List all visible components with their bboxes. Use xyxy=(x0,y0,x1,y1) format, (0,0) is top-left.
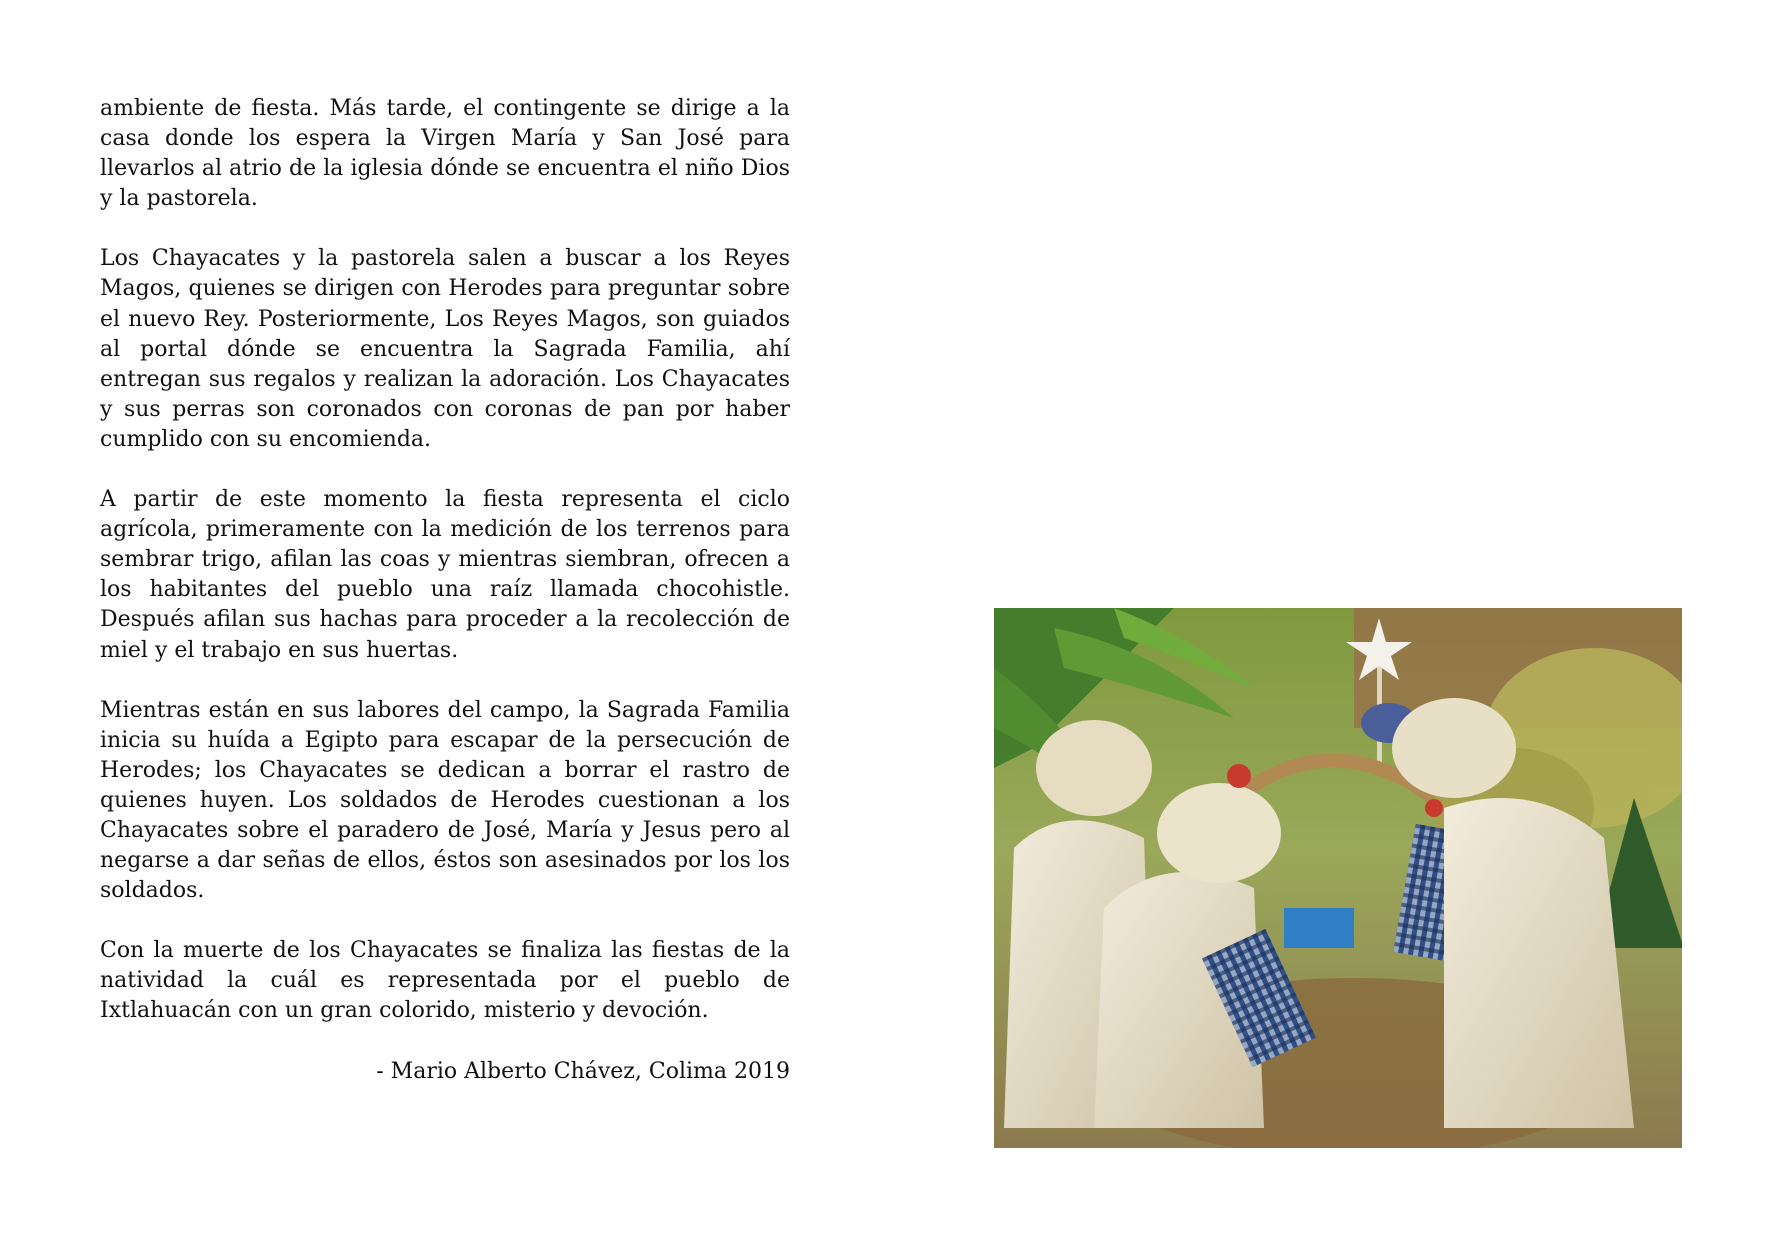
paragraph-2: Los Chayacates y la pastorela salen a buscar a los Reyes Magos, quienes se dirigen con Herodes para preguntar sobre el nuevo Rey. Posteriormente, Los Reyes Magos, son guiados al portal dónde se encuentra la Sagrada Familia, ahí entregan sus regalos y realizan la adoración. Los Chayacates y sus perras son coronados con coronas de pan por haber cumplido con su encomienda. xyxy=(100,246,790,452)
signature: - Mario Alberto Chávez, Colima 2019 xyxy=(376,1058,790,1084)
paragraph-3: A partir de este momento la fiesta representa el ciclo agrícola, primeramente con la medición de los terrenos para sembrar trigo, afilan las coas y mientras siembran, ofrecen a los habitantes del pueblo una raíz llamada chocohistle. Después afilan sus hachas para proceder a la recolección de miel y el trabajo en sus huertas. xyxy=(100,487,790,663)
paragraph-4: Mientras están en sus labores del campo, la Sagrada Familia inicia su huída a Egipto para escapar de la persecución de Herodes; los Chayacates se dedican a borrar el rastro de quienes huyen. Los soldados de Herodes cuestionan a los Chayacates sobre el paradero de José, María y Jesus pero al negarse a dar señas de ellos, éstos son asesinados por los los soldados. xyxy=(100,697,790,904)
photo-illustration xyxy=(994,608,1682,1148)
text-column xyxy=(100,94,790,1087)
red-accent xyxy=(1227,764,1251,788)
blue-cloth xyxy=(1284,908,1354,948)
chayacates-photo xyxy=(994,608,1682,1148)
red-accent xyxy=(1425,799,1443,817)
paragraph-5: Con la muerte de los Chayacates se finaliza las fiestas de la natividad la cuál es representada por el pueblo de Ixtlahuacán con un gran colorido, misterio y devoción. xyxy=(100,938,790,1024)
paragraph-1: ambiente de fiesta. Más tarde, el contingente se dirige a la casa donde los espera la Virgen María y San José para llevarlos al atrio de la iglesia dónde se encuentra el niño Dios y la pastorela. xyxy=(100,96,790,212)
